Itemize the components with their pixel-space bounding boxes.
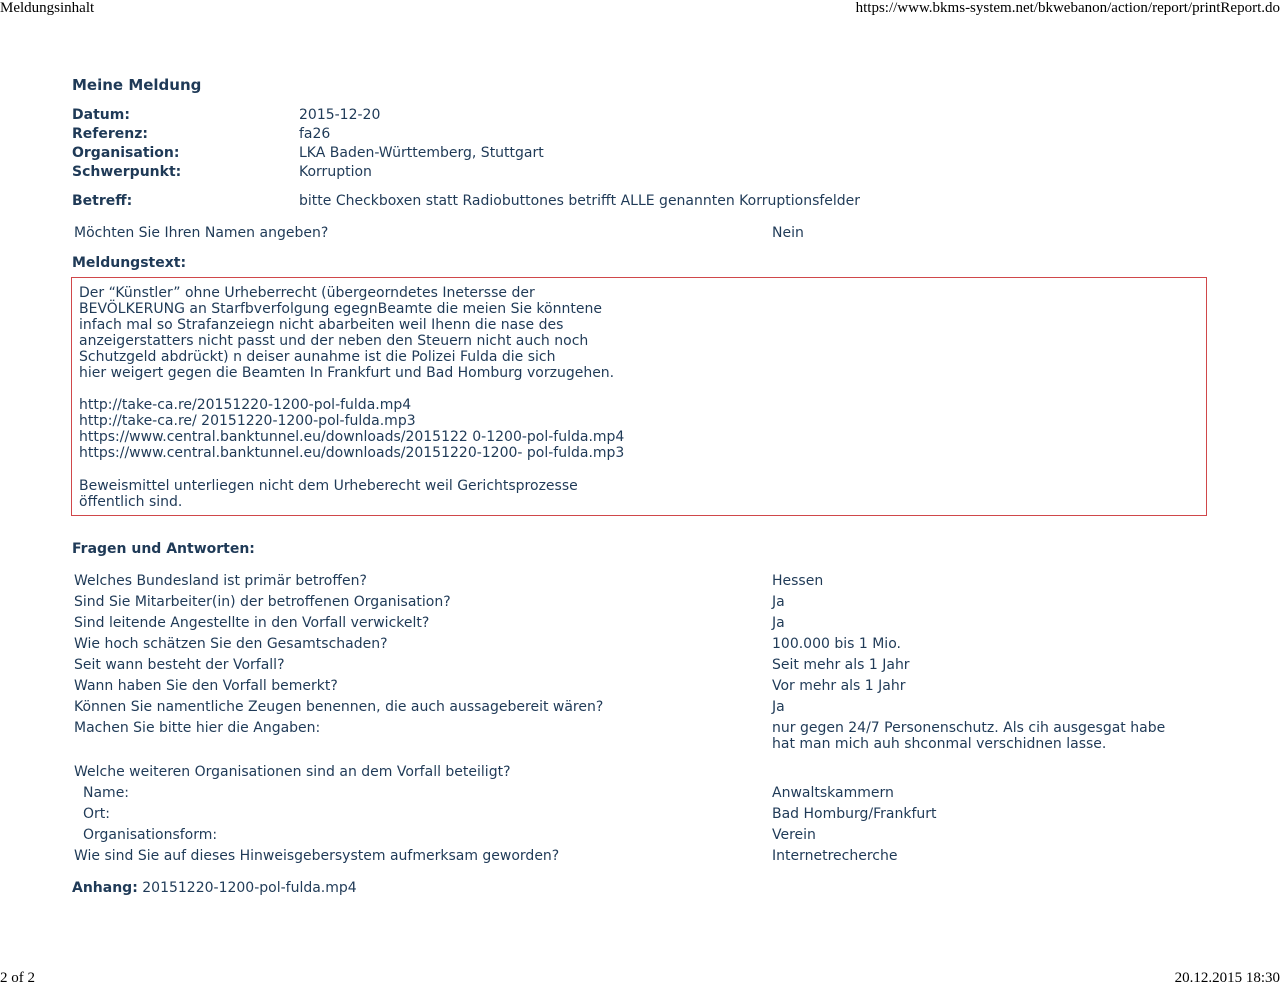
message-line: https://www.central.banktunnel.eu/downloads/2015122 0-1200-pol-fulda.mp4 [79, 429, 625, 445]
question-text: Welches Bundesland ist primär betroffen? [74, 573, 367, 589]
answer-text: Bad Homburg/Frankfurt [772, 806, 937, 822]
answer-text: Ja [772, 594, 785, 610]
message-line: http://take-ca.re/ 20151220-1200-pol-fulda.mp3 [79, 413, 416, 429]
qa-row [74, 614, 1204, 633]
print-header-url: https://www.bkms-system.net/bkwebanon/action/report/printReport.do [855, 0, 1280, 16]
answer-text: Internetrecherche [772, 848, 898, 864]
betreff-row [72, 192, 1072, 211]
question-text: Sind Sie Mitarbeiter(in) der betroffenen Organisation? [74, 594, 451, 610]
print-footer-datetime: 20.12.2015 18:30 [1174, 970, 1280, 986]
answer-text: 100.000 bis 1 Mio. [772, 636, 901, 652]
qa-row [74, 635, 1204, 654]
qa-row [74, 826, 1204, 845]
qa-row [74, 656, 1204, 675]
meta-label: Datum: [72, 107, 130, 123]
answer-line: nur gegen 24/7 Personenschutz. Als cih ausgesgat habe [772, 720, 1166, 736]
question-text: Sind leitende Angestellte in den Vorfall verwickelt? [74, 615, 430, 631]
meta-value: Korruption [299, 164, 372, 180]
message-line: anzeigerstatters nicht passt und der neben den Steuern nicht auch noch [79, 333, 589, 349]
message-line: https://www.central.banktunnel.eu/downloads/20151220-1200- pol-fulda.mp3 [79, 445, 625, 461]
question-text: Ort: [83, 806, 110, 822]
meta-value: fa26 [299, 126, 331, 142]
message-line: http://take-ca.re/20151220-1200-pol-fulda.mp4 [79, 397, 412, 413]
attachment-row [72, 879, 357, 898]
question-text: Organisationsform: [83, 827, 218, 843]
print-header-title: Meldungsinhalt [0, 0, 95, 16]
qa-row [74, 847, 1204, 866]
qa-heading: Fragen und Antworten: [72, 541, 255, 557]
question-text: Können Sie namentliche Zeugen benennen, die auch aussagebereit wären? [74, 699, 604, 715]
answer-text: Seit mehr als 1 Jahr [772, 657, 910, 673]
answer-text: Ja [772, 699, 785, 715]
answer-text: Vor mehr als 1 Jahr [772, 678, 906, 694]
message-text-box [71, 277, 1207, 516]
page-title: Meine Meldung [72, 76, 202, 94]
message-text-heading: Meldungstext: [72, 255, 187, 271]
message-line: hier weigert gegen die Beamten In Frankfurt und Bad Homburg vorzugehen. [79, 365, 615, 381]
betreff-label: Betreff: [72, 193, 133, 209]
meta-label: Schwerpunkt: [72, 164, 182, 180]
message-line: Schutzgeld abdrückt) n deiser aunahme ist die Polizei Fulda die sich [79, 349, 556, 365]
qa-row [74, 572, 1204, 591]
answer-text: Anwaltskammern [772, 785, 894, 801]
question-text: Möchten Sie Ihren Namen angeben? [74, 225, 329, 241]
betreff-value: bitte Checkboxen statt Radiobuttones betrifft ALLE genannten Korruptionsfelder [299, 193, 861, 209]
message-line: Der “Künstler” ohne Urheberrecht (übergeorndetes Inetersse der [79, 285, 535, 301]
meta-value: 2015-12-20 [299, 107, 381, 123]
meta-label: Organisation: [72, 145, 180, 161]
qa-row [74, 593, 1204, 612]
message-line: öffentlich sind. [79, 494, 183, 510]
question-text: Name: [83, 785, 130, 801]
answer-multiline [772, 720, 1165, 752]
qa-row [74, 698, 1204, 717]
qa-row [74, 805, 1204, 824]
question-text: Welche weiteren Organisationen sind an dem Vorfall beteiligt? [74, 764, 511, 780]
qa-row [74, 677, 1204, 696]
answer-text: Hessen [772, 573, 824, 589]
answer-line: hat man mich auh shconmal verschidnen lasse. [772, 736, 1107, 752]
attachment-label: Anhang: [72, 880, 138, 896]
message-line: infach mal so Strafanzeiegn nicht abarbeiten weil Ihenn die nase des [79, 317, 564, 333]
question-text: Wann haben Sie den Vorfall bemerkt? [74, 678, 338, 694]
question-text: Seit wann besteht der Vorfall? [74, 657, 285, 673]
message-line: BEVÖLKERUNG an Starfbverfolgung egegnBeamte die meien Sie könntene [79, 301, 602, 317]
meta-label: Referenz: [72, 126, 148, 142]
answer-text: Verein [772, 827, 816, 843]
qa-row [74, 784, 1204, 803]
attachment-link[interactable]: 20151220-1200-pol-fulda.mp4 [142, 880, 357, 896]
message-line: Beweismittel unterliegen nicht dem Urheberecht weil Gerichtsprozesse [79, 478, 578, 494]
question-text: Wie hoch schätzen Sie den Gesamtschaden? [74, 636, 388, 652]
answer-text: Ja [772, 615, 785, 631]
question-text: Machen Sie bitte hier die Angaben: [74, 720, 321, 736]
meta-value: LKA Baden-Württemberg, Stuttgart [299, 145, 544, 161]
qa-row [74, 763, 1204, 782]
answer-text: Nein [772, 225, 804, 241]
question-text: Wie sind Sie auf dieses Hinweisgebersystem aufmerksam geworden? [74, 848, 560, 864]
name-question-row [74, 224, 1204, 243]
print-footer-page: 2 of 2 [0, 970, 35, 986]
